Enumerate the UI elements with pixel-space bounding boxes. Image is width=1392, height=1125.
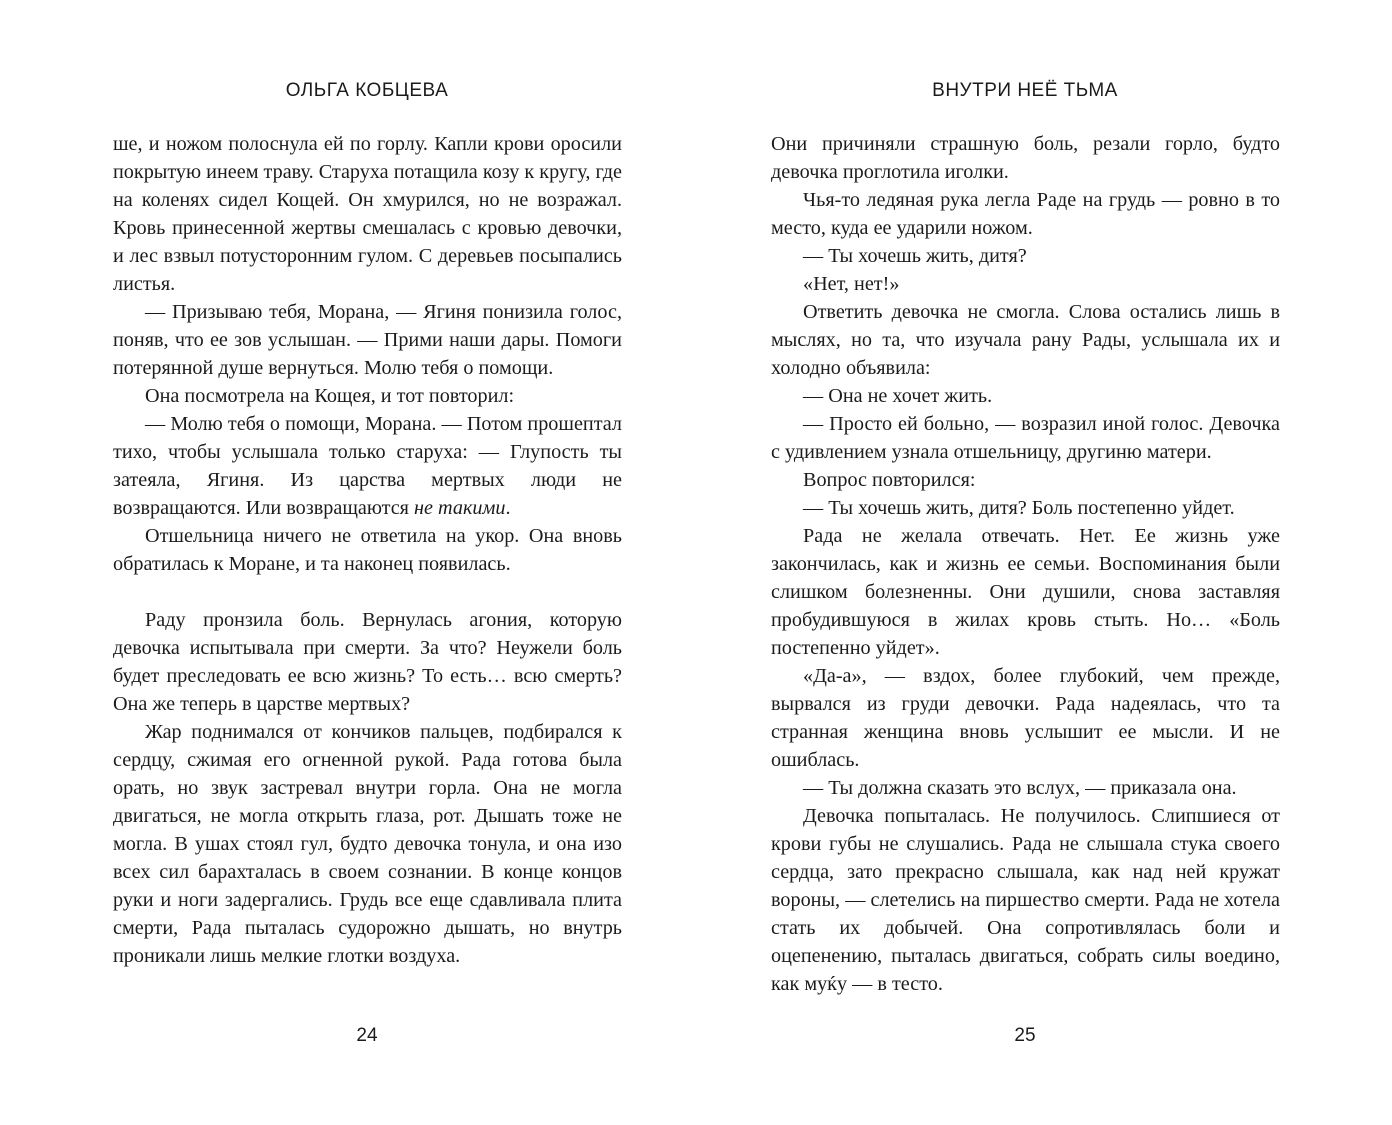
running-head-author: ОЛЬГА КОБЦЕВА [285,80,449,101]
paragraph: Жар поднимался от кончиков пальцев, подбирался к сердцу, сжимая его огненной рукой. Рада готова была орать, но звук застревал внутри горла. Она не могла двигаться, не могла открыть глаза, рот. Дышать тоже не могла. В ушах стоял гул, будто девочка тонула, и она изо всех сил барахталась в своем сознании. В конце концов руки и ноги задергались. Грудь все еще сдавливала плита смерти, Рада пыталась судорожно дышать, но внутрь проникали лишь мелкие глотки воздуха. [113,721,622,967]
body-text-right [771,130,1280,998]
body-text-left [113,130,622,970]
italic-phrase: не такими [414,497,506,519]
paragraph: Вопрос повторился: [803,469,976,491]
paragraph: Отшельница ничего не ответила на укор. Она вновь обратилась к Моране, и та наконец появилась. [113,525,622,575]
paragraph: — Призываю тебя, Морана, — Ягиня понизила голос, поняв, что ее зов услышан. — Прими наши дары. Помоги потерянной душе вернуться. Молю тебя о помощи. [113,301,622,379]
page-number: 25 [1014,1025,1036,1046]
paragraph: ше, и ножом полоснула ей по горлу. Капли крови оросили покрытую инеем траву. Старуха потащила козу к кругу, где на коленях сидел Кощей. Он хмурился, но не возражал. Кровь принесенной жертвы смешалась с кровью девочки, и лес взвыл потусторонним гулом. С деревьев посыпались листья. [113,133,622,295]
paragraph: — Ты хочешь жить, дитя? [803,245,1027,267]
paragraph [113,410,622,522]
paragraph: Девочка попыталась. Не получилось. Слипшиеся от крови губы не слушались. Рада не слышала стука своего сердца, зато прекрасно слышала, как над ней кружат вороны, — слетелись на пиршество смерти. Рада не хотела стать их добычей. Она сопротивлялась боли и оцепенению, пыталась двигаться, собрать силы воедино, как муќу — в тесто. [771,805,1280,995]
paragraph: — Ты должна сказать это вслух, — приказала она. [803,777,1237,799]
period: . [505,497,511,519]
paragraph: Чья-то ледяная рука легла Раде на грудь — ровно в то место, куда ее ударили ножом. [771,189,1280,239]
paragraph: — Она не хочет жить. [803,385,993,407]
paragraph: Они причиняли страшную боль, резали горло, будто девочка проглотила иголки. [771,133,1280,183]
paragraph: — Просто ей больно, — возразил иной голос. Девочка с удивлением узнала отшельницу, другиню матери. [771,413,1280,463]
paragraph: Рада не желала отвечать. Нет. Ее жизнь уже закончилась, как и жизнь ее семьи. Воспоминания были слишком болезненны. Они душили, снова заставляя пробудившуюся в жилах кровь стыть. Но… «Боль постепенно уйдет». [771,525,1280,659]
paragraph: Ответить девочка не смогла. Слова остались лишь в мыслях, но та, что изучала рану Рады, услышала их и холодно объявила: [771,301,1280,379]
running-head-title: ВНУТРИ НЕЁ ТЬМА [932,80,1118,101]
paragraph: — Ты хочешь жить, дитя? Боль постепенно уйдет. [803,497,1235,519]
paragraph: «Нет, нет!» [803,273,900,295]
right-page [696,0,1392,1125]
page-number: 24 [356,1025,378,1046]
paragraph: Она посмотрела на Кощея, и тот повторил: [145,385,515,407]
paragraph-text: — Молю тебя о помощи, Морана. — Потом прошептал тихо, чтобы услышала только старуха: — Глупость ты затеяла, Ягиня. Из царства мертвых люди не возвращаются. Или возвращаются [113,413,622,519]
paragraph: «Да-а», — вздох, более глубокий, чем прежде, вырвался из груди девочки. Рада надеялась, что та странная женщина вновь услышит ее мысли. И не ошиблась. [771,665,1280,771]
paragraph: Раду пронзила боль. Вернулась агония, которую девочка испытывала при смерти. За что? Неужели боль будет преследовать ее всю жизнь? То есть… всю смерть? Она же теперь в царстве мертвых? [113,609,622,715]
